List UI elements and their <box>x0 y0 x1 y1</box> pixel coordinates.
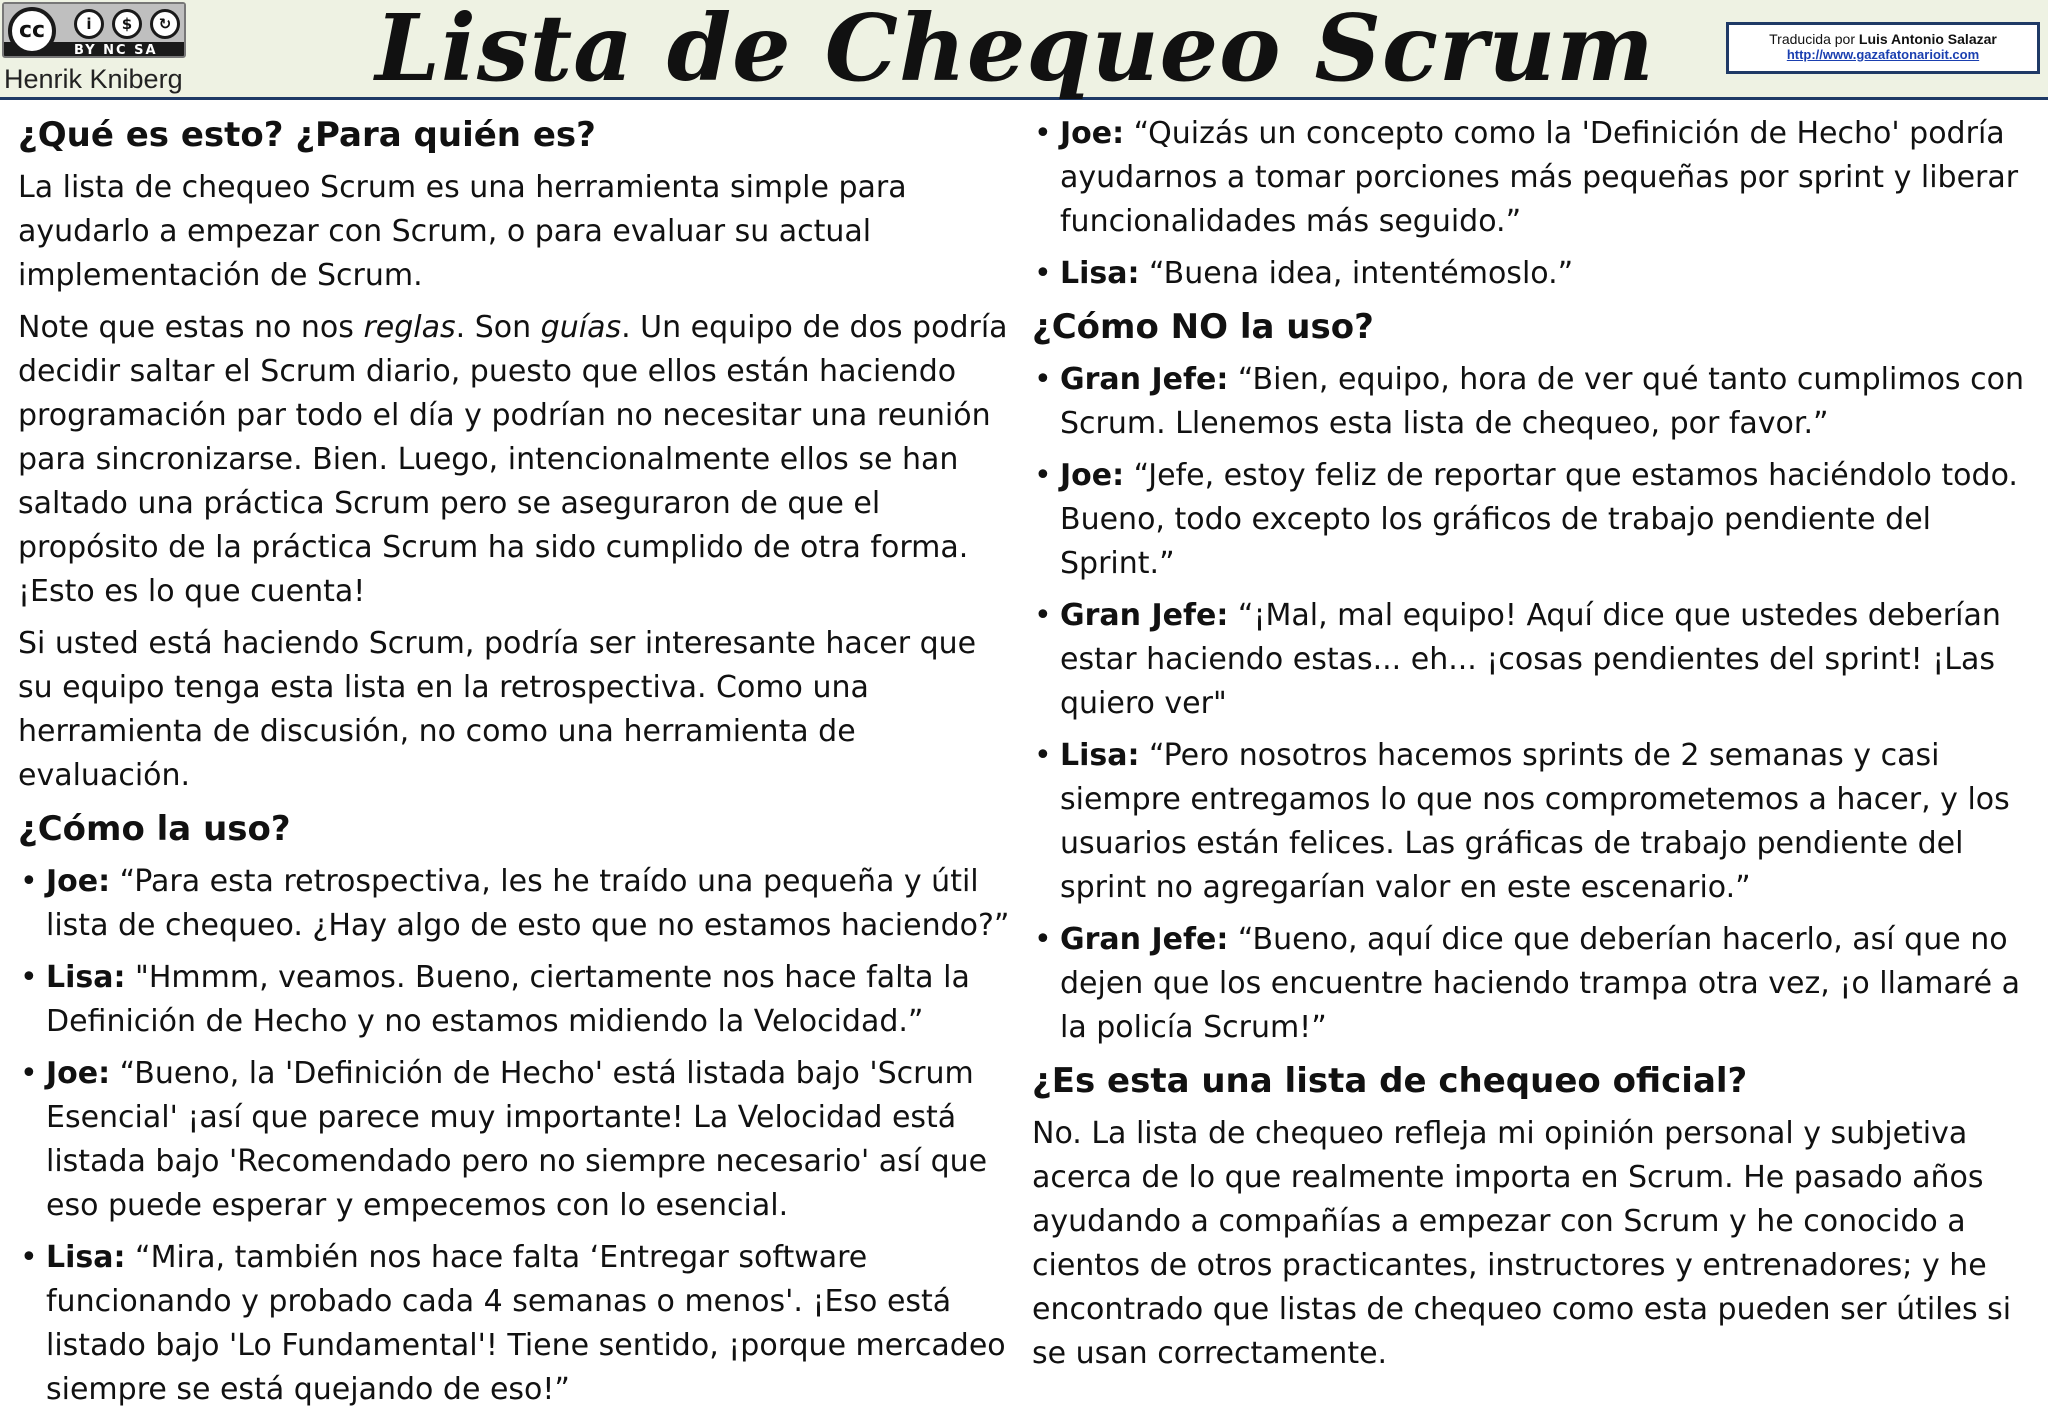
dialogue-text: “Para esta retrospectiva, les he traído una pequeña y útil lista de chequeo. ¿Hay algo de esto que no estamos haciendo?” <box>46 864 1010 943</box>
speaker-name: Joe: <box>1060 458 1125 493</box>
list-item <box>18 860 1018 948</box>
section-heading-how: ¿Cómo la uso? <box>18 809 291 849</box>
dialogue-text: “Bien, equipo, hora de ver qué tanto cumplimos con Scrum. Llenemos esta lista de chequeo, por favor.” <box>1060 362 2024 441</box>
text-run: Note que estas no nos <box>18 310 364 345</box>
speaker-name: Joe: <box>1060 116 1125 151</box>
list-item <box>18 1236 1018 1412</box>
speaker-name: Lisa: <box>46 960 126 995</box>
list-item <box>1032 358 2032 446</box>
right-column <box>1032 112 2032 1384</box>
list-item <box>1032 454 2032 586</box>
text-run: . Son <box>455 310 541 345</box>
speaker-name: Gran Jefe: <box>1060 598 1229 633</box>
paragraph-official: No. La lista de chequeo refleja mi opinión personal y subjetiva acerca de lo que realmente importa en Scrum. He pasado años ayudando a compañías a empezar con Scrum y he conocido a cientos de otros practicantes, instructores y entrenadores; y he encontrado que listas de chequeo como esta pueden ser útiles si se usan correctamente. <box>1032 1116 2012 1371</box>
list-item <box>1032 112 2032 244</box>
speaker-name: Gran Jefe: <box>1060 362 1229 397</box>
sharealike-icon: ↻ <box>150 9 180 39</box>
list-item <box>18 956 1018 1044</box>
translation-credit <box>1726 22 2040 74</box>
paragraph-retrospective: Si usted está haciendo Scrum, podría ser interesante hacer que su equipo tenga esta lista en la retrospectiva. Como una herramienta de discusión, no como una herramienta de evaluación. <box>18 626 977 793</box>
translator-link[interactable]: http://www.gazafatonarioit.com <box>1786 47 1980 62</box>
page-title: Lista de Chequeo Scrum <box>375 0 1655 102</box>
dialogue-list-how-continued <box>1032 112 2032 296</box>
list-item <box>1032 594 2032 726</box>
dialogue-text: “Pero nosotros hacemos sprints de 2 semanas y casi siempre entregamos lo que nos comprometemos a hacer, y los usuarios están felices. Las gráficas de trabajo pendiente del sprint no agregarían valor en este escenario.” <box>1060 738 2010 905</box>
dialogue-text: “Buena idea, intentémoslo.” <box>1139 256 1574 291</box>
section-heading-how-not: ¿Cómo NO la uso? <box>1032 307 1374 347</box>
dialogue-list-how <box>18 860 1018 1412</box>
cc-icon: cc <box>8 7 56 55</box>
noncommercial-icon: $ <box>112 9 142 39</box>
translator-name: Luis Antonio Salazar <box>1858 31 1997 47</box>
section-heading-official: ¿Es esta una lista de chequeo oficial? <box>1032 1061 1748 1101</box>
author-name: Henrik Kniberg <box>4 64 183 94</box>
list-item <box>1032 734 2032 910</box>
creative-commons-license-badge[interactable] <box>2 2 186 58</box>
dialogue-text: "Hmmm, veamos. Bueno, ciertamente nos hace falta la Definición de Hecho y no estamos midiendo la Velocidad.” <box>46 960 970 1039</box>
paragraph-intro: La lista de chequeo Scrum es una herramienta simple para ayudarlo a empezar con Scrum, o para evaluar su actual implementación de Scrum. <box>18 170 907 293</box>
dialogue-text: “Bueno, aquí dice que deberían hacerlo, así que no dejen que los encuentre haciendo trampa otra vez, ¡o llamaré a la policía Scrum!” <box>1060 922 2020 1045</box>
speaker-name: Joe: <box>46 864 111 899</box>
attribution-icon: i <box>74 9 104 39</box>
dialogue-text: “Bueno, la 'Definición de Hecho' está listada bajo 'Scrum Esencial' ¡así que parece muy importante! La Velocidad está listada bajo 'Recomendado pero no siempre necesario' así que eso puede esperar y empecemos con lo esencial. <box>46 1056 988 1223</box>
left-column <box>18 112 1018 1420</box>
dialogue-text: “¡Mal, mal equipo! Aquí dice que ustedes deberían estar haciendo estas... eh... ¡cosas pendientes del sprint! ¡Las quiero ver" <box>1060 598 2001 721</box>
emphasis-reglas: reglas <box>363 310 456 345</box>
speaker-name: Lisa: <box>1060 738 1140 773</box>
list-item <box>1032 252 2032 296</box>
text-run: . Un equipo de dos podría decidir saltar el Scrum diario, puesto que ellos están haciendo programación par todo el día y podrían no necesitar una reunión para sincronizarse. Bien. Luego, intencionalmente ellos se han saltado una práctica Scrum pero se aseguraron de que el propósito de la práctica Scrum ha sido cumplido de otra forma. ¡Esto es lo que cuenta! <box>18 310 1008 609</box>
credit-line <box>1729 31 2037 47</box>
speaker-name: Lisa: <box>1060 256 1140 291</box>
speaker-name: Lisa: <box>46 1240 126 1275</box>
speaker-name: Gran Jefe: <box>1060 922 1229 957</box>
section-heading-what: ¿Qué es esto? ¿Para quién es? <box>18 115 596 155</box>
dialogue-text: “Mira, también nos hace falta ‘Entregar software funcionando y probado cada 4 semanas o menos'. ¡Eso está listado bajo 'Lo Fundamental'! Tiene sentido, ¡porque mercadeo siempre se está quejando de eso!” <box>46 1240 1006 1407</box>
dialogue-text: “Quizás un concepto como la 'Definición de Hecho' podría ayudarnos a tomar porciones más pequeñas por sprint y liberar funcionalidades más seguido.” <box>1060 116 2019 239</box>
list-item <box>18 1052 1018 1228</box>
dialogue-list-how-not <box>1032 358 2032 1050</box>
license-codes: BY NC SA <box>74 43 158 58</box>
credit-prefix: Traducida por <box>1769 31 1855 47</box>
paragraph-guidelines <box>18 306 1018 614</box>
header <box>0 0 2048 100</box>
dialogue-text: “Jefe, estoy feliz de reportar que estamos haciéndolo todo. Bueno, todo excepto los gráficos de trabajo pendiente del Sprint.” <box>1060 458 2018 581</box>
list-item <box>1032 918 2032 1050</box>
emphasis-guias: guías <box>540 310 622 345</box>
speaker-name: Joe: <box>46 1056 111 1091</box>
